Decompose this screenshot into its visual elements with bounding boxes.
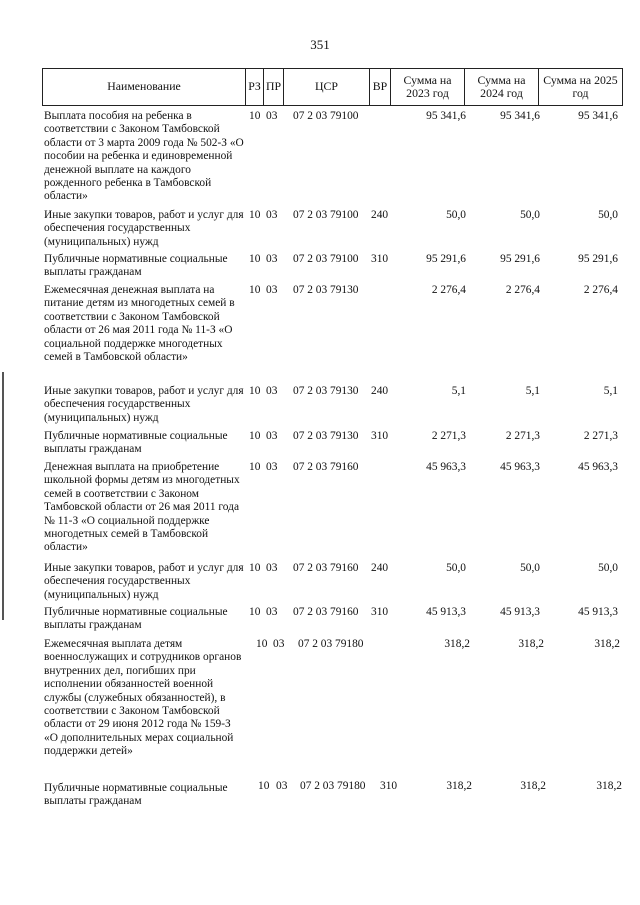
row-sum-2024: 318,2 [520,780,546,792]
row-sum-2024: 5,1 [525,385,540,397]
row-csr: 07 2 03 79160 [293,461,359,473]
row-name: Публичные нормативные социальные выплаты гражданам [44,430,228,456]
row-csr: 07 2 03 79130 [293,284,359,296]
row-csr: 07 2 03 79160 [293,562,359,574]
row-sum-2025: 2 271,3 [583,430,618,442]
row-vr: 310 [380,780,398,792]
row-vr: 240 [371,562,389,574]
row-sum-2025: 45 913,3 [578,606,618,618]
row-rz: 10 [256,638,268,650]
row-sum-2023: 45 913,3 [426,606,466,618]
row-pr: 03 [273,638,285,650]
row-rz: 10 [249,461,261,473]
row-rz: 10 [258,780,270,792]
row-vr: 310 [371,430,389,442]
row-rz: 10 [249,430,261,442]
row-pr: 03 [266,209,278,221]
row-sum-2023: 50,0 [446,209,466,221]
row-name: Денежная выплата на приобретение школьной формы детям из многодетных семей в соответствии с Законом Тамбовской области от 26 мая 2011 года № 11-З «О социальной поддержке многодетных семей в Тамбовской области» [44,461,240,554]
row-vr: 310 [371,253,389,265]
row-rz: 10 [249,606,261,618]
row-sum-2024: 2 276,4 [505,284,540,296]
row-sum-2025: 318,2 [596,780,622,792]
row-rz: 10 [249,253,261,265]
row-vr: 240 [371,385,389,397]
header-sum-2025: Сумма на 2025 год [539,69,623,105]
row-csr: 07 2 03 79130 [293,430,359,442]
row-sum-2024: 2 271,3 [505,430,540,442]
row-sum-2023: 318,2 [444,638,470,650]
row-sum-2024: 95 341,6 [500,110,540,122]
row-pr: 03 [266,284,278,296]
row-sum-2023: 318,2 [446,780,472,792]
row-rz: 10 [249,209,261,221]
row-csr: 07 2 03 79100 [293,253,359,265]
row-csr: 07 2 03 79100 [293,110,359,122]
row-sum-2023: 95 341,6 [426,110,466,122]
row-name: Ежемесячная выплата детям военнослужащих и сотрудников органов внутренних дел, погибших при исполнении обязанностей военной службы (служебных обязанностей), в соответствии с Законом Тамбовской области от 29 июня 2012 года № 159-З «О дополнительных мерах социальной поддержки детей» [44,638,242,758]
row-sum-2024: 95 291,6 [500,253,540,265]
row-sum-2025: 2 276,4 [583,284,618,296]
page-number: 351 [310,37,330,52]
row-name: Иные закупки товаров, работ и услуг для обеспечения государственных (муниципальных) нужд [44,562,244,601]
row-pr: 03 [266,110,278,122]
header-name: Наименование [43,69,246,105]
row-name: Иные закупки товаров, работ и услуг для обеспечения государственных (муниципальных) нужд [44,209,244,248]
row-pr: 03 [266,430,278,442]
row-csr: 07 2 03 79180 [298,638,364,650]
row-sum-2025: 50,0 [598,562,618,574]
row-name: Публичные нормативные социальные выплаты гражданам [44,782,228,808]
row-pr: 03 [266,461,278,473]
row-sum-2023: 50,0 [446,562,466,574]
row-sum-2025: 318,2 [594,638,620,650]
row-sum-2025: 5,1 [603,385,618,397]
row-csr: 07 2 03 79160 [293,606,359,618]
row-rz: 10 [249,110,261,122]
row-vr: 240 [371,209,389,221]
header-pr: ПР [264,69,284,105]
row-sum-2025: 50,0 [598,209,618,221]
row-rz: 10 [249,385,261,397]
row-sum-2023: 95 291,6 [426,253,466,265]
row-name: Публичные нормативные социальные выплаты гражданам [44,253,228,279]
row-name: Выплата пособия на ребенка в соответствии с Законом Тамбовской области от 3 марта 2009 года № 502-З «О пособии на ребенка и единовременной денежной выплате на каждого рожденного ребенка в Тамбовской области» [44,110,244,203]
row-sum-2024: 50,0 [520,209,540,221]
row-name: Публичные нормативные социальные выплаты гражданам [44,606,228,632]
table-header [42,68,623,106]
row-sum-2023: 5,1 [451,385,466,397]
row-pr: 03 [276,780,288,792]
row-sum-2025: 45 963,3 [578,461,618,473]
row-sum-2024: 45 913,3 [500,606,540,618]
row-sum-2024: 50,0 [520,562,540,574]
row-rz: 10 [249,284,261,296]
header-sum-2023: Сумма на 2023 год [391,69,465,105]
row-sum-2023: 2 276,4 [431,284,466,296]
row-sum-2025: 95 341,6 [578,110,618,122]
row-name: Иные закупки товаров, работ и услуг для обеспечения государственных (муниципальных) нужд [44,385,244,424]
header-vr: ВР [370,69,391,105]
row-pr: 03 [266,253,278,265]
row-sum-2023: 45 963,3 [426,461,466,473]
row-pr: 03 [266,385,278,397]
row-vr: 310 [371,606,389,618]
row-sum-2023: 2 271,3 [431,430,466,442]
row-csr: 07 2 03 79180 [300,780,366,792]
row-sum-2025: 95 291,6 [578,253,618,265]
row-sum-2024: 45 963,3 [500,461,540,473]
header-rz: РЗ [246,69,264,105]
row-pr: 03 [266,562,278,574]
row-csr: 07 2 03 79130 [293,385,359,397]
row-pr: 03 [266,606,278,618]
row-rz: 10 [249,562,261,574]
row-name: Ежемесячная денежная выплата на питание детям из многодетных семей в соответствии с Законом Тамбовской области от 26 мая 2011 года № 11-З «О социальной поддержке многодетных семей в Тамбовской области» [44,284,235,364]
row-csr: 07 2 03 79100 [293,209,359,221]
header-sum-2024: Сумма на 2024 год [465,69,539,105]
row-sum-2024: 318,2 [518,638,544,650]
header-csr: ЦСР [284,69,370,105]
margin-mark [2,372,4,620]
